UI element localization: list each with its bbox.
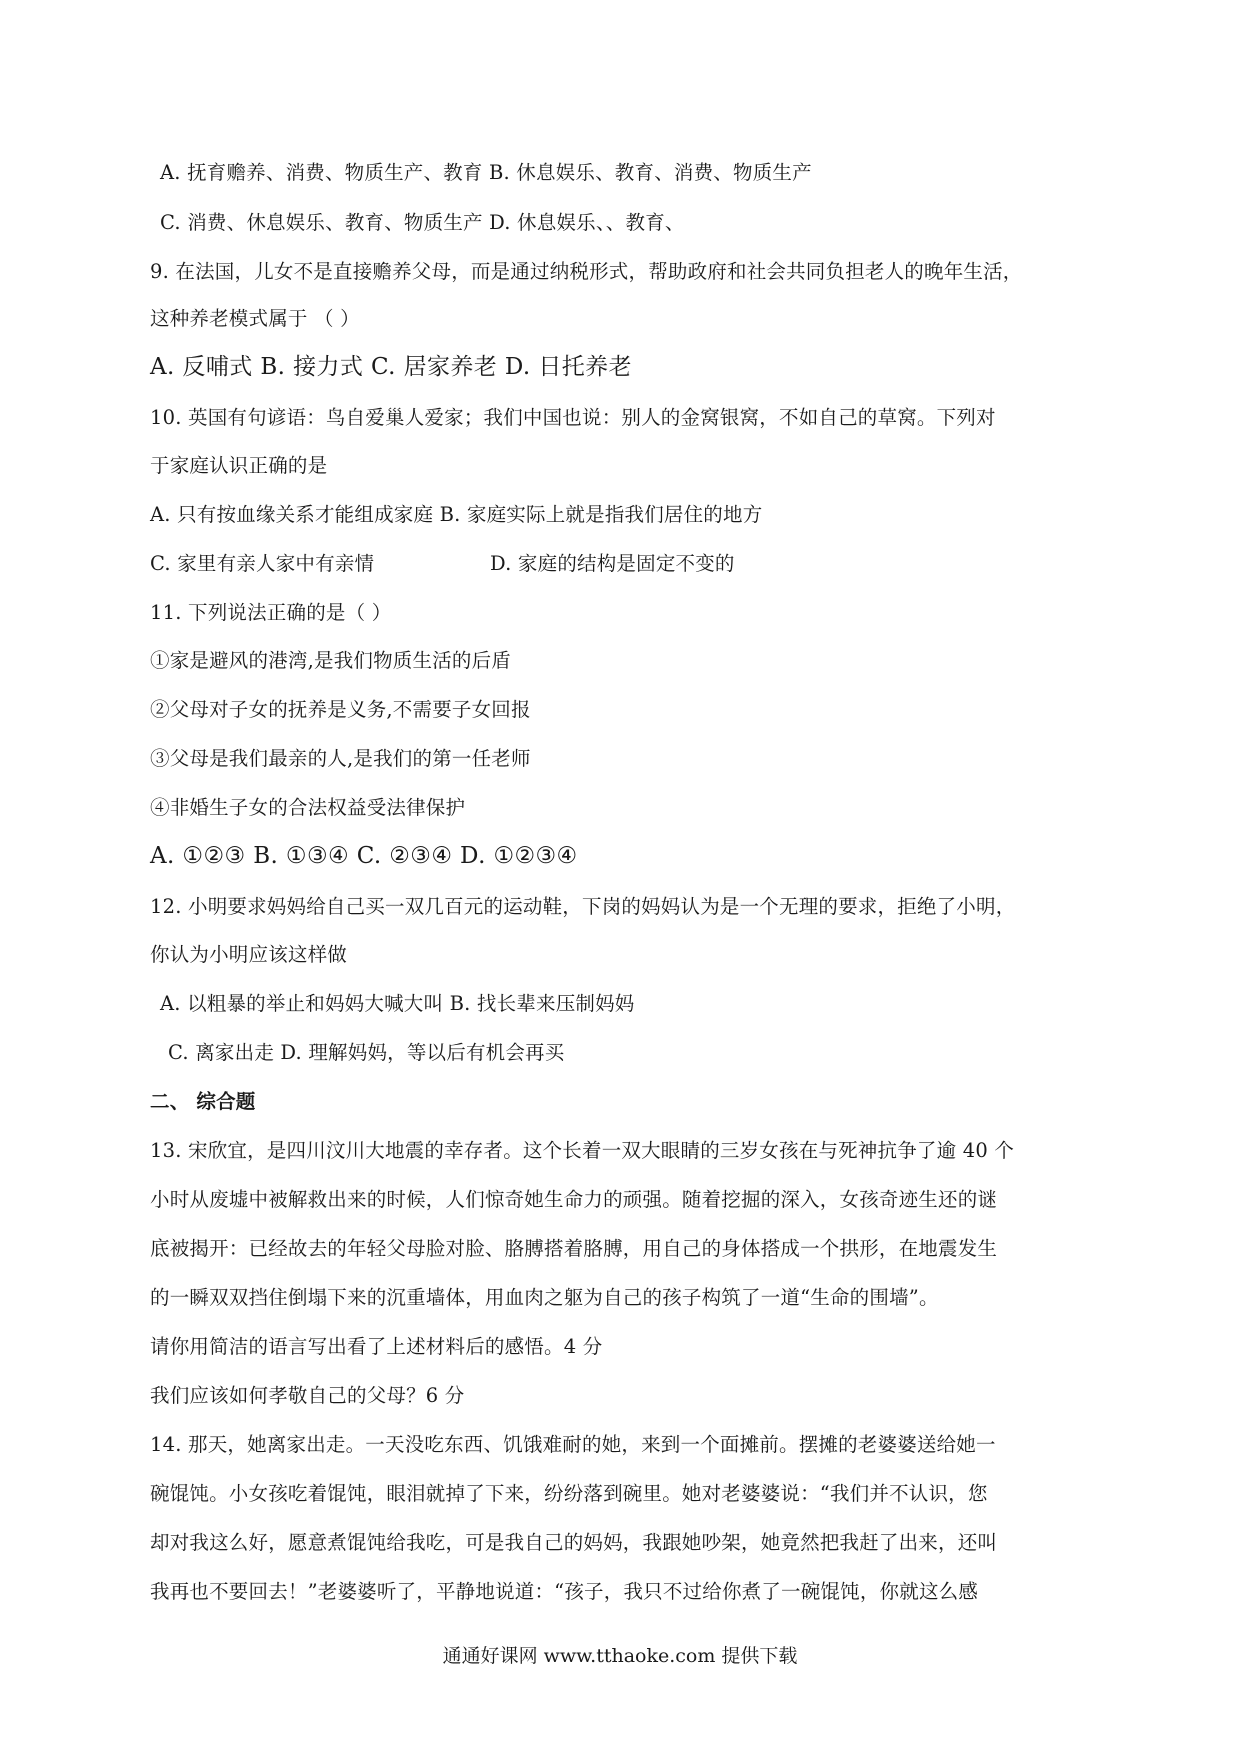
q13-subquestion-1: 请你用简洁的语言写出看了上述材料后的感悟。4 分 xyxy=(150,1335,603,1358)
q13-paragraph-line1: 13. 宋欣宜，是四川汶川大地震的幸存者。这个长着一双大眼睛的三岁女孩在与死神抗争了逾 40 个 xyxy=(150,1139,1015,1162)
q9-options: A. 反哺式 B. 接力式 C. 居家养老 D. 日托养老 xyxy=(150,354,632,380)
q11-statement-2: ②父母对子女的抚养是义务,不需要子女回报 xyxy=(150,698,531,721)
q12-stem-line2: 你认为小明应该这样做 xyxy=(150,943,348,966)
q10-option-d: D. 家庭的结构是固定不变的 xyxy=(490,552,735,575)
q14-paragraph-line3: 却对我这么好，愿意煮馄饨给我吃，可是我自己的妈妈，我跟她吵架，她竟然把我赶了出来，还叫 xyxy=(150,1531,998,1554)
q12-options-cd: C. 离家出走 D. 理解妈妈，等以后有机会再买 xyxy=(168,1041,565,1064)
q10-stem-line1: 10. 英国有句谚语：鸟自爱巢人爱家；我们中国也说：别人的金窝银窝，不如自己的草窝。下列对 xyxy=(150,406,996,429)
q9-stem-line1: 9. 在法国，儿女不是直接赡养父母，而是通过纳税形式，帮助政府和社会共同负担老人的晚年生活， xyxy=(150,260,1023,283)
q11-options: A. ①②③ B. ①③④ C. ②③④ D. ①②③④ xyxy=(150,843,578,869)
q14-paragraph-line1: 14. 那天，她离家出走。一天没吃东西、饥饿难耐的她，来到一个面摊前。摆摊的老婆婆送给她一 xyxy=(150,1433,996,1456)
q10-options-ab: A. 只有按血缘关系才能组成家庭 B. 家庭实际上就是指我们居住的地方 xyxy=(150,503,763,526)
q13-paragraph-line3: 底被揭开：已经故去的年轻父母脸对脸、胳膊搭着胳膊，用自己的身体搭成一个拱形，在地震发生 xyxy=(150,1237,998,1260)
q14-paragraph-line2: 碗馄饨。小女孩吃着馄饨，眼泪就掉了下来，纷纷落到碗里。她对老婆婆说：“我们并不认识，您 xyxy=(150,1482,988,1505)
q10-option-c: C. 家里有亲人家中有亲情 xyxy=(150,552,375,575)
q10-stem-line2: 于家庭认识正确的是 xyxy=(150,454,328,477)
q9-stem-line2: 这种养老模式属于 （ ） xyxy=(150,307,360,330)
q11-stem: 11. 下列说法正确的是（ ） xyxy=(150,601,392,624)
q11-statement-4: ④非婚生子女的合法权益受法律保护 xyxy=(150,796,466,819)
q11-statement-3: ③父母是我们最亲的人,是我们的第一任老师 xyxy=(150,747,531,770)
q14-paragraph-line4: 我再也不要回去！”老婆婆听了，平静地说道：“孩子，我只不过给你煮了一碗馄饨，你就这么感 xyxy=(150,1580,979,1603)
q11-statement-1: ①家是避风的港湾,是我们物质生活的后盾 xyxy=(150,649,511,672)
q13-paragraph-line2: 小时从废墟中被解救出来的时候，人们惊奇她生命力的顽强。随着挖掘的深入，女孩奇迹生还的谜 xyxy=(150,1188,998,1211)
section-heading-comprehensive: 二、 综合题 xyxy=(150,1090,256,1113)
q12-options-ab: A. 以粗暴的举止和妈妈大喊大叫 B. 找长辈来压制妈妈 xyxy=(160,992,635,1015)
q13-subquestion-2: 我们应该如何孝敬自己的父母？6 分 xyxy=(150,1384,465,1407)
q8-options-ab: A. 抚育赡养、消费、物质生产、教育 B. 休息娱乐、教育、消费、物质生产 xyxy=(160,161,812,184)
page-footer: 通通好课网 www.tthaoke.com 提供下载 xyxy=(442,1645,798,1667)
q8-options-cd: C. 消费、休息娱乐、教育、物质生产 D. 休息娱乐、、教育、 xyxy=(160,211,685,234)
q13-paragraph-line4: 的一瞬双双挡住倒塌下来的沉重墙体，用血肉之躯为自己的孩子构筑了一道“生命的围墙”。 xyxy=(150,1286,939,1309)
q12-stem-line1: 12. 小明要求妈妈给自己买一双几百元的运动鞋，下岗的妈妈认为是一个无理的要求，拒绝了小明， xyxy=(150,895,1016,918)
